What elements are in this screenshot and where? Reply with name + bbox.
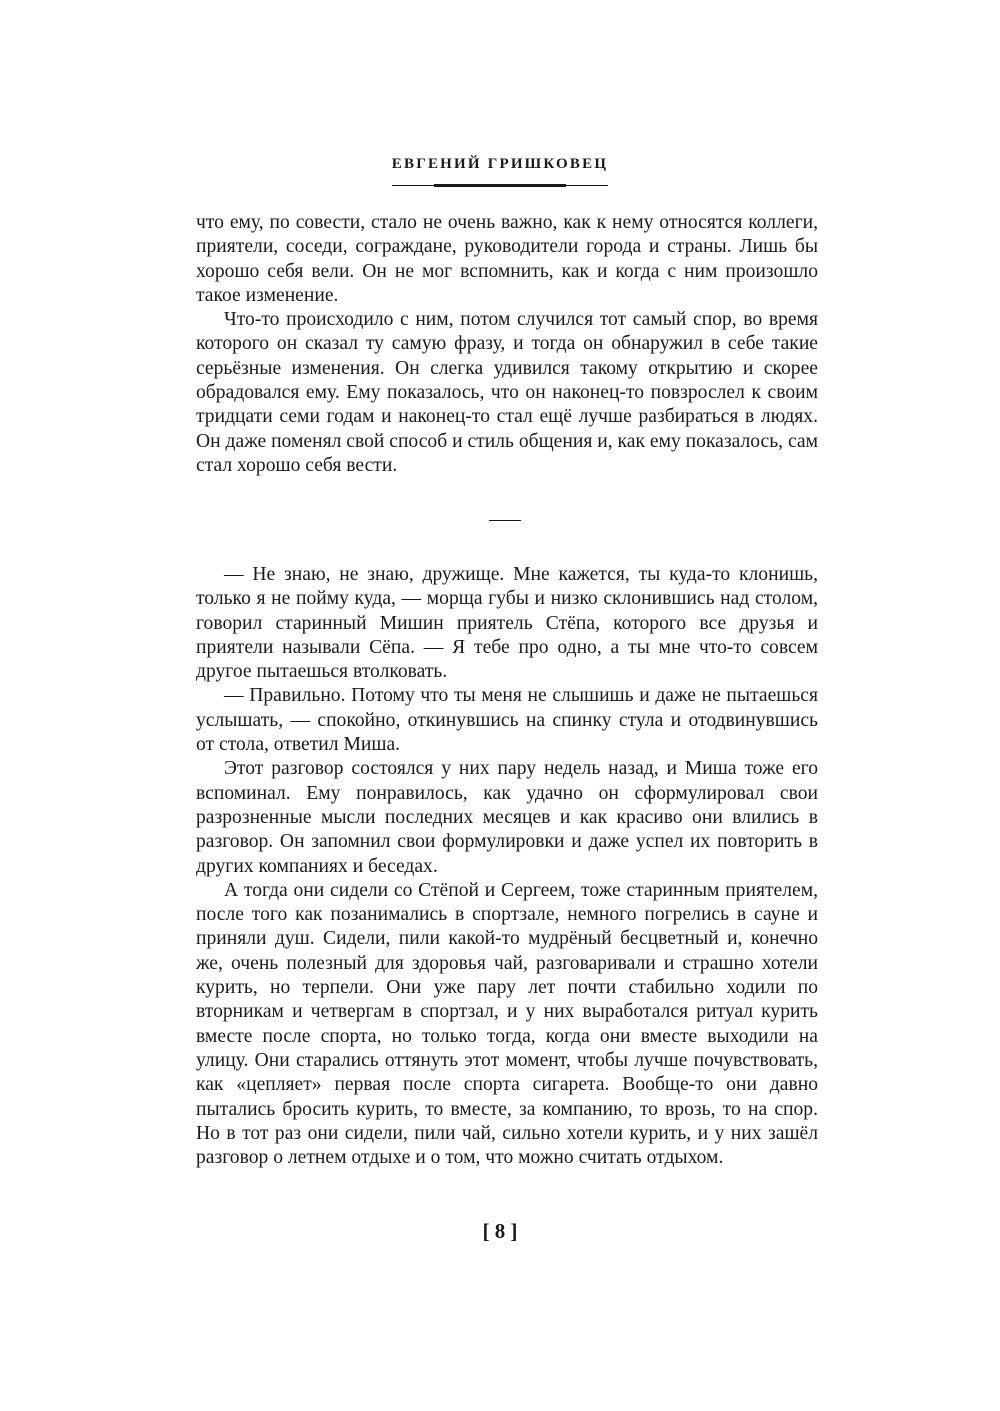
text-block-top xyxy=(196,211,818,478)
header-rule xyxy=(434,184,566,187)
text-block-bottom xyxy=(196,563,818,1170)
section-break xyxy=(489,520,521,521)
running-head xyxy=(0,155,1000,173)
paragraph: А тогда они сидели со Стёпой и Сергеем, тоже старинным приятелем, после того как позанимались в спортзале, немного погрелись в сауне и приняли душ. Сидели, пили какой-то мудрёный бесцветный и, конечно же, очень полезный для здоровья чай, разговаривали и страшно хотели курить, но терпели. Они уже пару лет почти стабильно ходили по вторникам и четвергам в спортзал, и у них выработался ритуал курить вместе после спорта, но только тогда, когда они вместе выходили на улицу. Они старались оттянуть этот момент, чтобы лучше почувствовать, как «цепляет» первая после спорта сигарета. Вообще-то они давно пытались бросить курить, то вместе, за компанию, то врозь, то на спор. Но в тот раз они сидели, пили чай, сильно хотели курить, и у них зашёл разговор о летнем отдыхе и о том, что можно считать отдыхом. xyxy=(196,879,818,1169)
author-name: ЕВГЕНИЙ ГРИШКОВЕЦ xyxy=(391,156,609,172)
paragraph: Этот разговор состоялся у них пару недель назад, и Миша тоже его вспоминал. Ему понравилось, как удачно он сформулировал свои разрозненные мысли последних месяцев и как красиво они влились в разговор. Он запомнил свои формулировки и даже успел их повторить в других компаниях и беседах. xyxy=(196,758,818,877)
paragraph: Что-то происходило с ним, потом случился тот самый спор, во время которого он сказал ту самую фразу, и тогда он обнаружил в себе такие серьёзные изменения. Он слегка удивился такому открытию и скорее обрадовался ему. Ему показалось, что он наконец-то повзрослел к своим тридцати семи годам и наконец-то стал ещё лучше разбираться в людях. Он даже поменял свой способ и стиль общения и, как ему показалось, сам стал хорошо себя вести. xyxy=(196,309,818,476)
paragraph: — Правильно. Потому что ты меня не слышишь и даже не пытаешься услышать, — спокойно, откинувшись на спинку стула и отодвинувшись от стола, ответил Миша. xyxy=(196,685,818,756)
paragraph: — Не знаю, не знаю, дружище. Мне кажется, ты куда-то клонишь, только я не пойму куда, — морща губы и низко склонившись над столом, говорил старинный Мишин приятель Стёпа, которого все друзья и приятели называли Сёпа. — Я тебе про одно, а ты мне что-то совсем другое пытаешься втолковать. xyxy=(196,564,818,683)
page-number: [ 8 ] xyxy=(482,1219,518,1243)
paragraph: что ему, по совести, стало не очень важно, как к нему относятся коллеги, приятели, соседи, сограждане, руководители города и страны. Лишь бы хорошо себя вели. Он не мог вспомнить, как и когда с ним произошло такое изменение. xyxy=(196,212,818,306)
